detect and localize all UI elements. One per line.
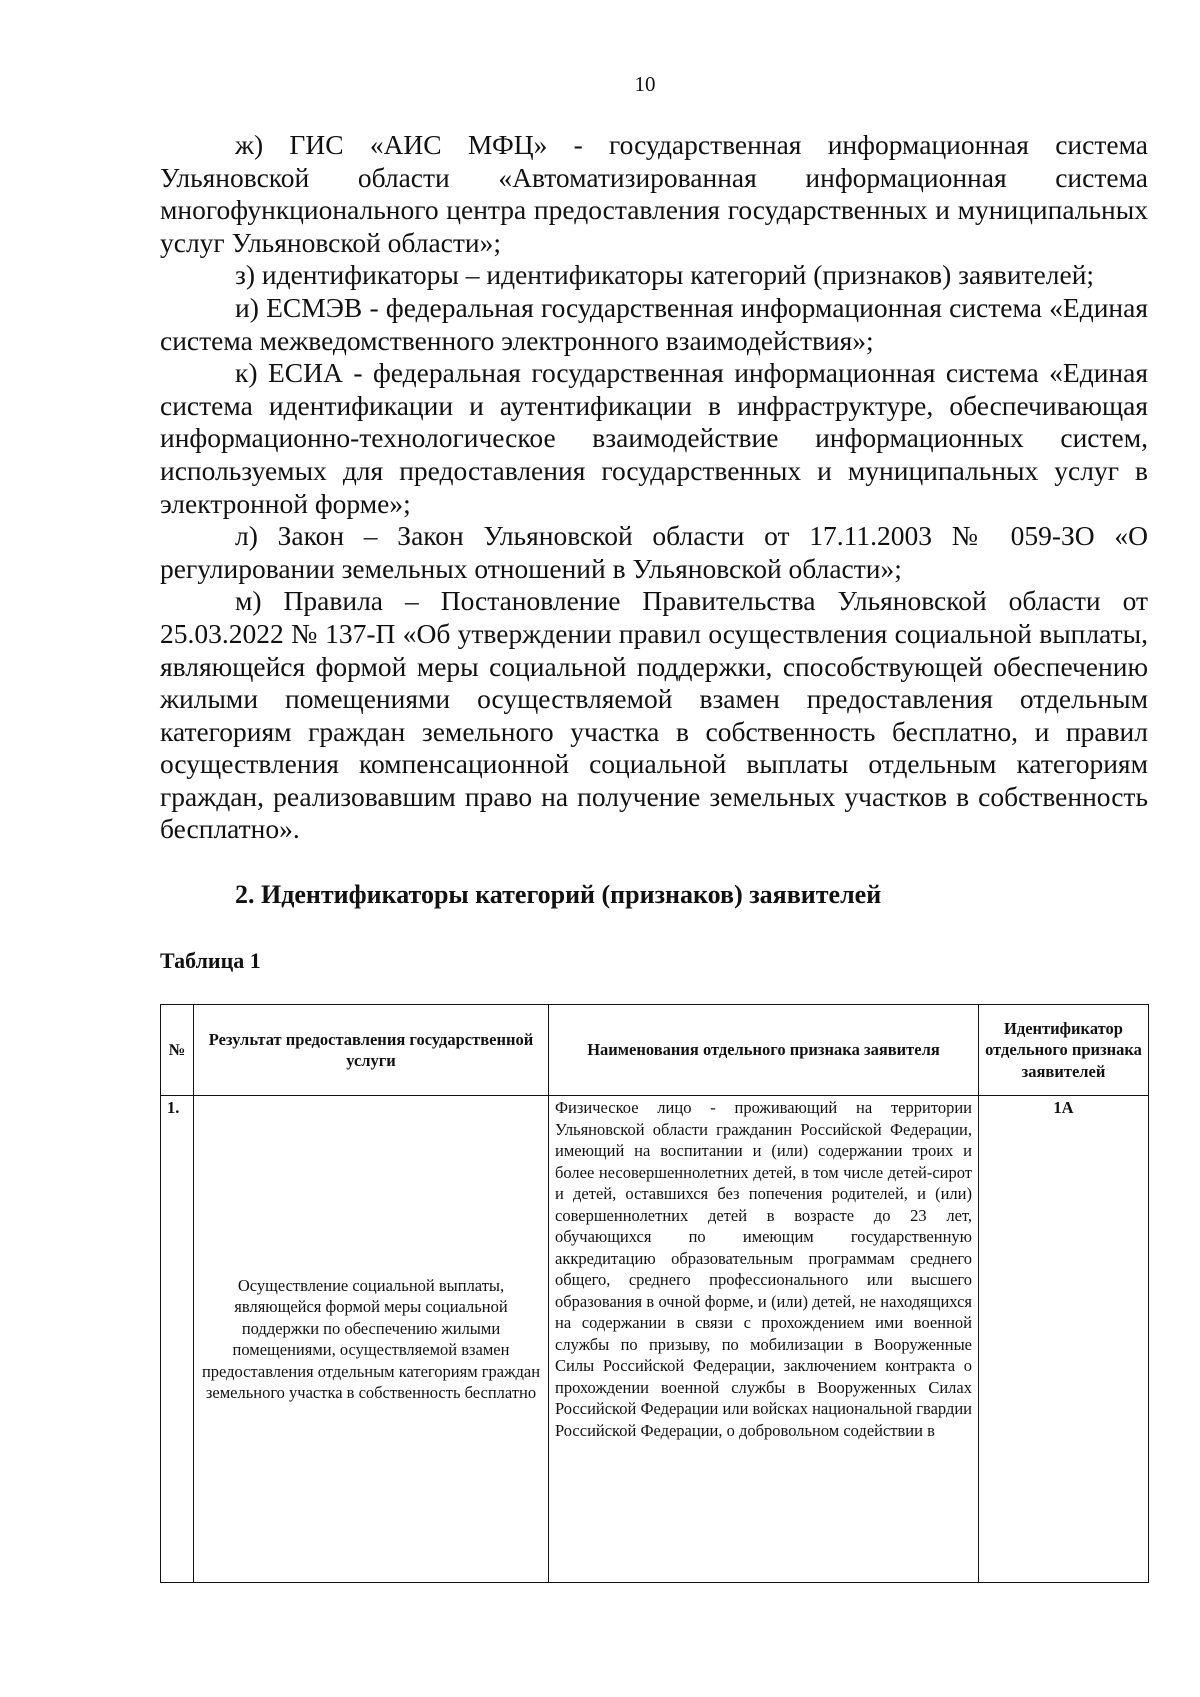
row-ident: 1А — [979, 1096, 1149, 1583]
definition-item: з) идентификаторы – идентификаторы категорий (признаков) заявителей; — [235, 259, 1095, 291]
identifiers-table — [160, 1004, 1149, 1583]
definitions-list — [160, 129, 1148, 846]
header-result: Результат предоставления государственной услуги — [194, 1005, 549, 1096]
header-name: Наименования отдельного признака заявителя — [549, 1005, 979, 1096]
definition-item: м) Правила – Постановление Правительства Ульяновской области от 25.03.2022 № 137-П «Об утверждении правил осуществления социальной выплаты, являющейся формой меры социальной поддержки, способствующей обеспечению жилыми помещениями осуществляемой взамен предоставления отдельным категориям граждан земельного участка в собственность бесплатно, и правил осуществления компенсационной социальной выплаты отдельным категориям граждан, реализовавшим право на получение земельных участков в собственность бесплатно». — [160, 585, 1148, 845]
section-heading: 2. Идентификаторы категорий (признаков) заявителей — [235, 880, 882, 909]
row-result: Осуществление социальной выплаты, являющейся формой меры социальной поддержки по обеспечению жилыми помещениями, осуществляемой взамен предоставления отдельным категориям граждан земельного участка в собственность бесплатно — [194, 1096, 549, 1583]
row-num: 1. — [161, 1096, 194, 1583]
table-header-row — [161, 1005, 1149, 1096]
definition-item: к) ЕСИА - федеральная государственная информационная система «Единая система идентификации и аутентификации в инфраструктуре, обеспечивающая информационно-технологическое взаимодействие информационных систем, используемых для предоставления государственных и муниципальных услуг в электронной форме»; — [160, 357, 1148, 519]
row-name: Физическое лицо - проживающий на территории Ульяновской области гражданин Российской Федерации, имеющий на воспитании и (или) содержании троих и более несовершеннолетних детей, в том числе детей-сирот и детей, оставшихся без попечения родителей, и (или) совершеннолетних детей в возрасте до 23 лет, обучающихся по имеющим государственную аккредитацию образовательным программам среднего общего, среднего профессионального или высшего образования в очной форме, и (или) детей, не находящихся на содержании в связи с прохождением ими военной службы по призыву, по мобилизации в Вооруженные Силы Российской Федерации, заключением контракта о прохождении военной службы в Вооруженных Силах Российской Федерации или войсках национальной гвардии Российской Федерации, о добровольном содействии в — [555, 1098, 972, 1440]
row-name-cell — [549, 1096, 979, 1583]
definition-item: и) ЕСМЭВ - федеральная государственная информационная система «Единая система межведомственного электронного взаимодействия»; — [160, 291, 1148, 356]
header-num: № — [161, 1005, 194, 1096]
table-row — [161, 1096, 1149, 1583]
header-ident: Идентификатор отдельного признака заявителей — [979, 1005, 1149, 1096]
definition-item: л) Закон – Закон Ульяновской области от 17.11.2003 № 059-ЗО «О регулировании земельных отношений в Ульяновской области»; — [160, 520, 1148, 584]
table-caption: Таблица 1 — [160, 948, 261, 973]
definition-item: ж) ГИС «АИС МФЦ» - государственная информационная система Ульяновской области «Автоматизированная информационная система многофункционального центра предоставления государственных и муниципальных услуг Ульяновской области»; — [160, 129, 1148, 258]
page-number: 10 — [634, 72, 656, 96]
